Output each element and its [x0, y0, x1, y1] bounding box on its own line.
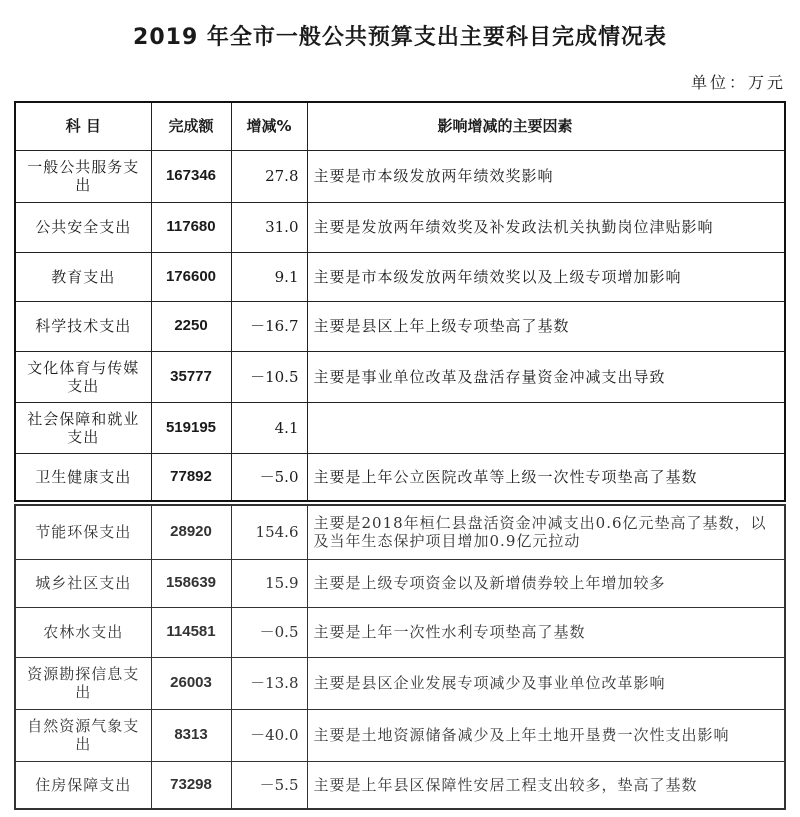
row-factor: 主要是县区企业发展专项减少及事业单位改革影响 [307, 657, 785, 709]
budget-table-bottom [14, 504, 786, 810]
row-factor: 主要是上年县区保障性安居工程支出较多，垫高了基数 [307, 761, 785, 809]
row-subject: 教育支出 [15, 252, 151, 301]
row-subject: 城乡社区支出 [15, 559, 151, 607]
row-subject: 社会保障和就业支出 [15, 402, 151, 453]
row-change: －10.5 [231, 351, 307, 402]
table-row [15, 657, 785, 709]
row-amount: 114581 [151, 607, 231, 657]
table-row [15, 559, 785, 607]
row-factor: 主要是发放两年绩效奖及补发政法机关执勤岗位津贴影响 [307, 202, 785, 252]
row-subject: 节能环保支出 [15, 505, 151, 559]
row-change: 27.8 [231, 150, 307, 202]
row-amount: 158639 [151, 559, 231, 607]
table-row [15, 301, 785, 351]
header-change: 增减% [231, 102, 307, 150]
row-change: －40.0 [231, 709, 307, 761]
table-row [15, 402, 785, 453]
row-factor: 主要是市本级发放两年绩效奖影响 [307, 150, 785, 202]
row-factor: 主要是县区上年上级专项垫高了基数 [307, 301, 785, 351]
row-amount: 8313 [151, 709, 231, 761]
row-factor: 主要是2018年桓仁县盘活资金冲减支出0.6亿元垫高了基数，以及当年生态保护项目增加0.9亿元拉动 [307, 505, 785, 559]
row-change: －5.5 [231, 761, 307, 809]
row-factor: 主要是事业单位改革及盘活存量资金冲减支出导致 [307, 351, 785, 402]
row-amount: 28920 [151, 505, 231, 559]
table-row [15, 252, 785, 301]
row-subject: 文化体育与传媒支出 [15, 351, 151, 402]
row-change: －5.0 [231, 453, 307, 501]
row-change: －13.8 [231, 657, 307, 709]
row-amount: 35777 [151, 351, 231, 402]
header-factor: 影响增减的主要因素 [307, 102, 785, 150]
row-subject: 公共安全支出 [15, 202, 151, 252]
unit-label: 单位：万元 [690, 73, 786, 92]
row-subject: 住房保障支出 [15, 761, 151, 809]
row-factor: 主要是上年一次性水利专项垫高了基数 [307, 607, 785, 657]
table-row [15, 709, 785, 761]
table-row [15, 351, 785, 402]
row-amount: 73298 [151, 761, 231, 809]
row-factor: 主要是土地资源储备减少及上年土地开垦费一次性支出影响 [307, 709, 785, 761]
row-subject: 一般公共服务支出 [15, 150, 151, 202]
row-amount: 2250 [151, 301, 231, 351]
row-amount: 117680 [151, 202, 231, 252]
table-row [15, 607, 785, 657]
row-amount: 167346 [151, 150, 231, 202]
header-subject: 科 目 [15, 102, 151, 150]
table-row [15, 202, 785, 252]
table-row [15, 453, 785, 501]
row-change: 4.1 [231, 402, 307, 453]
row-amount: 26003 [151, 657, 231, 709]
page-title: 2019 年全市一般公共预算支出主要科目完成情况表 [133, 25, 667, 50]
row-amount: 77892 [151, 453, 231, 501]
row-factor: 主要是上年公立医院改革等上级一次性专项垫高了基数 [307, 453, 785, 501]
budget-table-top [14, 101, 786, 502]
row-change: －0.5 [231, 607, 307, 657]
row-amount: 519195 [151, 402, 231, 453]
row-factor: 主要是上级专项资金以及新增债券较上年增加较多 [307, 559, 785, 607]
row-amount: 176600 [151, 252, 231, 301]
row-factor [307, 402, 785, 453]
row-factor: 主要是市本级发放两年绩效奖以及上级专项增加影响 [307, 252, 785, 301]
row-subject: 科学技术支出 [15, 301, 151, 351]
table-header-row [15, 102, 785, 150]
table-row [15, 150, 785, 202]
table-row [15, 505, 785, 559]
row-change: 154.6 [231, 505, 307, 559]
row-subject: 农林水支出 [15, 607, 151, 657]
row-subject: 自然资源气象支出 [15, 709, 151, 761]
row-subject: 卫生健康支出 [15, 453, 151, 501]
row-change: 15.9 [231, 559, 307, 607]
row-change: 9.1 [231, 252, 307, 301]
table-row [15, 761, 785, 809]
row-subject: 资源勘探信息支出 [15, 657, 151, 709]
row-change: 31.0 [231, 202, 307, 252]
row-change: －16.7 [231, 301, 307, 351]
header-amount: 完成额 [151, 102, 231, 150]
